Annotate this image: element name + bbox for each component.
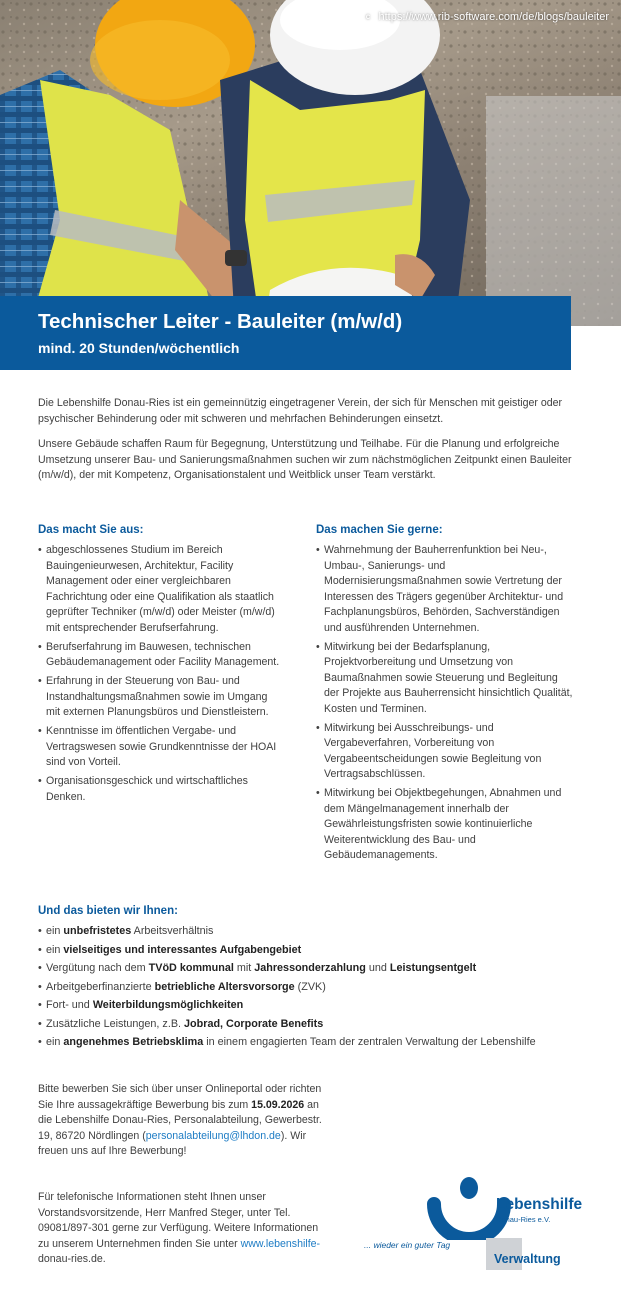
contact-text: Für telefonische Informationen steht Ihnen unser Vorstandsvorsitzende, Herr Manfred Steger, unter Tel. 09081/897-301 gerne zur Verfügung. Weitere Informationen zu unserem Unternehmen finden Sie unter [38, 1191, 319, 1250]
offer-highlight: angenehmes Betriebsklima [63, 1036, 204, 1048]
offer-text: Fort- und [46, 999, 93, 1011]
offer-text: ein [46, 1036, 64, 1048]
offer-highlight: Weiterbildungsmöglichkeiten [92, 999, 244, 1011]
offer-item [38, 1035, 558, 1051]
list-item: • Wahrnehmung der Bauherrenfunktion bei Neu-, Umbau-, Sanierungs- und Modernisierungsmaßnahmen sowie Vertretung der Interessen des Trägers gegenüber Architektur- und Fachplanungsbüros, Behörden, Sachverständigen und ausführenden Unternehmen. [316, 543, 574, 636]
offer-text: Zusätzliche Leistungen, z.B. [46, 1017, 185, 1030]
offer-highlight: vielseitiges und interessantes Aufgabengebiet [63, 943, 302, 956]
offer-text: mit [233, 962, 255, 974]
offer-text: Arbeitsverhältnis [131, 925, 214, 937]
apply-text: an die Lebenshilfe Donau-Ries, Personalabteilung, Gewerbestr. 19, 86720 Nördlingen ( [38, 1098, 322, 1142]
apply-text: Bitte bewerben Sie sich über unser Onlineportal oder richten Sie Ihre aussagekräftige Bewerbung bis zum [38, 1083, 322, 1111]
intro-paragraph-2: Unsere Gebäude schaffen Raum für Begegnung, Unterstützung und Teilhabe. Für die Planung und erfolgreiche Umsetzung unserer Bau- und Sanierungsmaßnahmen suchen wir zum nächstmöglichen Zeitpunkt einen Bauleiter (m/w/d), der mit Kompetenz, Organisationstalent und Weitblick unser Team verstärkt. [38, 438, 572, 481]
apply-text: ). Wir freuen uns auf Ihre Bewerbung! [38, 1129, 307, 1157]
apply-paragraph [38, 1082, 328, 1160]
list-item: • Kenntnisse im öffentlichen Vergabe- und Vertragswesen sowie Grundkenntnisse der HOAI sind von Vorteil. [38, 724, 280, 771]
offer-highlight: Jahressonderzahlung [254, 962, 366, 974]
logo-subtitle: Donau-Ries e.V. [496, 1215, 551, 1224]
offer-item [38, 980, 558, 996]
tasks-heading: Das machen Sie gerne: [316, 524, 443, 536]
offer-item [38, 943, 558, 959]
offer-list [38, 924, 558, 1054]
intro-paragraph-1: Die Lebenshilfe Donau-Ries ist ein gemeinnützig eingetragener Verein, der sich für Menschen mit geistiger oder psychischer Behinderung oder mit schweren und mehrfachen Behinderungen einsetzt. [38, 397, 563, 425]
offer-item [38, 924, 558, 940]
offer-text: ein [46, 925, 64, 937]
logo-tagline: ... wieder ein guter Tag [364, 1240, 451, 1250]
profile-list [38, 543, 280, 809]
offer-text: und [365, 962, 390, 974]
job-title: Technischer Leiter - Bauleiter (m/w/d) [38, 310, 403, 333]
logo-name: Lebenshilfe [496, 1196, 583, 1213]
email-link[interactable]: personalabteilung@lhdon.de [145, 1129, 281, 1142]
offer-highlight: betriebliche Altersvorsorge [154, 980, 295, 993]
photo-credit [362, 10, 610, 23]
title-banner [0, 296, 571, 370]
list-item: • Mitwirkung bei der Bedarfsplanung, Projektvorbereitung und Umsetzung von Baumaßnahmen sowie Steuerung und Begleitung der Projekte aus Bauherrensicht hinsichtlich Qualität, Kosten und Terminen. [316, 640, 574, 718]
list-item: • Mitwirkung bei Ausschreibungs- und Vergabeverfahren, Vorbereitung von Vergabeentscheidungen sowie Begleitung von Vertragsabschlüssen. [316, 721, 574, 783]
contact-paragraph [38, 1190, 328, 1268]
offer-highlight: unbefristetes [63, 925, 132, 937]
contact-text: donau-ries.de. [38, 1253, 106, 1265]
hero-illustration [0, 0, 621, 326]
copyright-icon: c [362, 10, 375, 23]
offer-heading: Und das bieten wir Ihnen: [38, 905, 178, 917]
offer-highlight: TVöD kommunal [148, 962, 234, 974]
offer-item [38, 961, 558, 977]
offer-text: Arbeitgeberfinanzierte [46, 980, 155, 993]
offer-highlight: Jobrad, Corporate Benefits [184, 1017, 324, 1030]
list-item: • Berufserfahrung im Bauwesen, technischen Gebäudemanagement oder Facility Management. [38, 640, 280, 671]
tasks-list [316, 543, 574, 867]
website-link[interactable]: www.lebenshilfe- [240, 1237, 321, 1250]
offer-item [38, 998, 558, 1014]
offer-text: Vergütung nach dem [46, 962, 149, 974]
offer-text: (ZVK) [294, 980, 326, 993]
offer-text: in einem engagierten Team der zentralen Verwaltung der Lebenshilfe [203, 1036, 536, 1048]
list-item: • Mitwirkung bei Objektbegehungen, Abnahmen und dem Mängelmanagement innerhalb der Gewährleistungsfristen sowie kontinuierliche Weiterentwicklung des Bau- und Gebäudemanagements. [316, 786, 574, 864]
list-item: • abgeschlossenes Studium im Bereich Bauingenieurwesen, Architektur, Facility Management oder einer vergleichbaren Fachrichtung oder eine Qualifikation als staatlich geprüfter Techniker (m/w/d) oder Meister (m/w/d) mit entsprechender Berufserfahrung. [38, 543, 280, 636]
hero-photo [0, 0, 621, 326]
offer-highlight: Leistungsentgelt [389, 962, 477, 974]
deadline-date: 15.09.2026 [251, 1098, 305, 1111]
offer-item [38, 1017, 558, 1033]
list-item: • Organisationsgeschick und wirtschaftliches Denken. [38, 774, 280, 805]
profile-heading: Das macht Sie aus: [38, 524, 144, 536]
photo-credit-url: https://www.rib-software.com/de/blogs/bauleiter [378, 10, 609, 23]
lebenshilfe-logo [364, 1176, 594, 1276]
offer-text: ein [46, 943, 64, 956]
list-item: • Erfahrung in der Steuerung von Bau- und Instandhaltungsmaßnahmen sowie im Umgang mit externen Planungsbüros und Dienstleistern. [38, 674, 280, 721]
job-subtitle: mind. 20 Stunden/wöchentlich [38, 340, 240, 356]
logo-division: Verwaltung [494, 1252, 561, 1266]
